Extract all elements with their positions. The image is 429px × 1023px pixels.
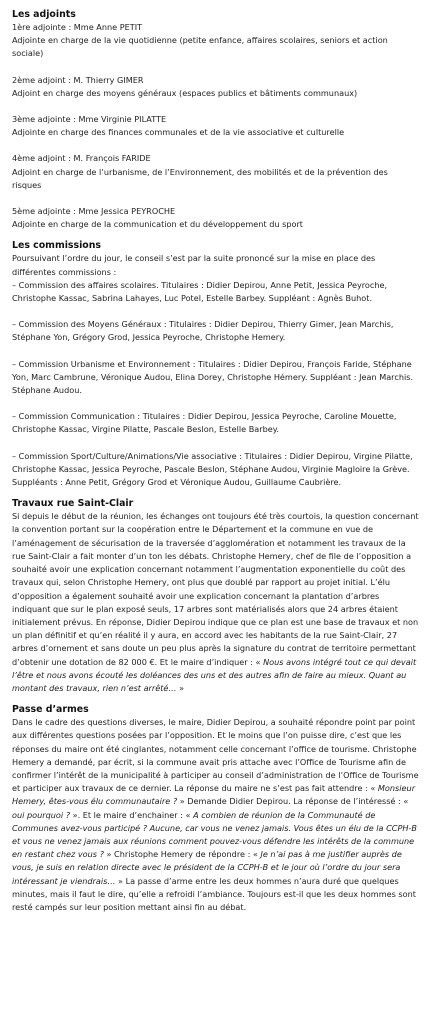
adjoint-title: 2ème adjoint : M. Thierry GIMER [12, 74, 144, 85]
paragraph-text: » Christophe Hemery de répondre : « [103, 849, 261, 860]
adjoint-title: 1ère adjointe : Mme Anne PETIT [12, 22, 143, 32]
section-heading-travaux: Travaux rue Saint-Clair [12, 498, 134, 510]
quote: Je n’ai pas à me justifier auprès de vous, je suis en relation directe avec le président de la CCPH-B et le jour où l’ordre du jour sera intéressant je viendrais… [12, 849, 402, 886]
quote: Monsieur Hemery, êtes-vous élu communautaire ? [12, 783, 416, 807]
paragraph-text: » Demande Didier Depirou. La réponse de l’intéressé : « [177, 796, 409, 807]
adjoint-description: Adjointe en charge de la communication et du développement du sport [12, 219, 303, 230]
quote: A combien de réunion de la Communauté de Communes avez-vous participé ? Aucune, car vous ne venez jamais. Vous êtes un élu de la CCPH-B et vous ne venez jamais aux réunions comment pouvez-vous défendre les intérêts de la commune en restant chez vous ? [12, 809, 417, 860]
travaux-text: Si depuis le début de la réunion, les échanges ont toujours été très courtois, la question concernant la convention portant sur la coopération entre le Département et la commune en vue de l’aménagement de sécurisation de la traversée d’agglomération et notamment les travaux de la rue Saint-Clair a fait monter d’un ton les débats. Christophe Hemery, chef de file de l’opposition a souhaité avoir une explication concernant notamment l’augmentation exponentielle du coût des travaux qui, selon Christophe Hemery, ont plus que doublé par rapport au projet initial. L’élu d’opposition a également souhaité avoir une explication concernant la plantation d’arbres indiquant que sur le plan exposé seuls, 17 arbres sont matérialisés alors que 24 arbres étaient initialement prévus. En réponse, Didier Depirou indique que ce plan est une base de travaux et non un plan définitif et qu’en réalité il y aura, en accord avec les habitants de la rue Saint-Clair, 27 arbres d’ornement et sans doute un peu plus après la signature du contrat de territoire permettant d’obtenir une dotation de 82 000 €. Et le maire d’indiquer : « [12, 511, 419, 667]
adjoint-description: Adjointe en charge des finances communales et de la vie associative et culturelle [12, 127, 345, 138]
quote: oui pourquoi ? [12, 809, 71, 820]
adjoint-title: 3ème adjointe : Mme Virginie PILATTE [12, 114, 167, 125]
travaux-paragraph [12, 510, 419, 695]
paragraph-text: ». Et le maire d’enchainer : « [70, 809, 194, 820]
adjoint-title: 5ème adjointe : Mme Jessica PEYROCHE [12, 206, 176, 217]
mayor-quote: Nous avons intégré tout ce qui devait l’être et nous avons écouté les doléances des uns et des autres afin de faire au mieux. Quant au montant des travaux, rien n’est arrêté… [12, 656, 417, 693]
commission-item: – Commission des Moyens Généraux : Titulaires : Didier Depirou, Thierry Gimer, Jean Marchis, Stéphane Yon, Grégory Grod, Jessica Peyroche, Christophe Hemery. [12, 319, 394, 343]
adjoint-description: Adjointe en charge de la vie quotidienne (petite enfance, affaires scolaires, seniors et action sociale) [12, 35, 388, 59]
adjoint-description: Adjoint en charge de l’urbanisme, de l’Environnement, des mobilités et de la prévention des risques [12, 166, 388, 190]
adjoint-description: Adjoint en charge des moyens généraux (espaces publics et bâtiments communaux) [12, 87, 358, 98]
section-heading-adjoints: Les adjoints [12, 9, 76, 20]
quote-close: » [176, 682, 185, 693]
adjoint-title: 4ème adjoint : M. François FARIDE [12, 153, 151, 164]
passe-armes-paragraph [12, 716, 419, 914]
commission-item: – Commission des affaires scolaires. Titulaires : Didier Depirou, Anne Petit, Jessica Peyroche, Christophe Kassac, Sabrina Lahayes, Luc Potel, Estelle Barbey. Suppléant : Agnès Buhot. [12, 279, 388, 304]
commissions-intro: Poursuivant l’ordre du jour, le conseil s’est par la suite prononcé sur la mise en place des différentes commissions : [12, 253, 376, 277]
commission-item: – Commission Sport/Culture/Animations/Vie associative : Titulaires : Didier Depirou, Virgine Pilatte, Christophe Kassac, Jessica Peyroche, Pascale Beslon, Stéphane Audou, Virginie Magloire la Grève. Suppléants : Anne Petit, Grégory Grod et Véronique Audou, Guillaume Caubrière. [12, 450, 413, 488]
commission-item: – Commission Urbanisme et Environnement : Titulaires : Didier Depirou, François Faride, Stéphane Yon, Marc Cambrune, Véronique Audou, Elina Dorey, Christophe Hémery. Suppléant : Jean Marchis. Stéphane Audou. [12, 358, 414, 396]
paragraph-text: Dans le cadre des questions diverses, le maire, Didier Depirou, a souhaité répondre point par point aux différentes questions posées par l’opposition. Et le moins que l’on puisse dire, c’est que les réponses du maire ont été cinglantes, notamment celle concernant l’office de tourisme. Christophe Hemery a demandé, par écrit, si la commune avait pris attache avec l’Office de Tourisme afin de confirmer l’intérêt de la municipalité à participer au conseil d’administration de l’Office de Tourisme et participer aux travaux de ce dernier. La réponse du maire ne s’est pas fait attendre : « [12, 717, 419, 794]
commission-item: – Commission Communication : Titulaires : Didier Depirou, Jessica Peyroche, Caroline Mouette, Christophe Kassac, Virgine Pilatte, Pascale Beslon, Estelle Barbey. [12, 411, 397, 435]
paragraph-text: » La passe d’arme entre les deux hommes n’aura duré que quelques minutes, mais il faut le dire, qu’elle a refroidi l’ambiance. Toujours est-il que les deux hommes sont resté campés sur leur position mettant ainsi fin au débat. [12, 875, 416, 912]
section-heading-commissions: Les commissions [12, 240, 101, 252]
section-heading-passe-armes: Passe d’armes [12, 704, 89, 716]
